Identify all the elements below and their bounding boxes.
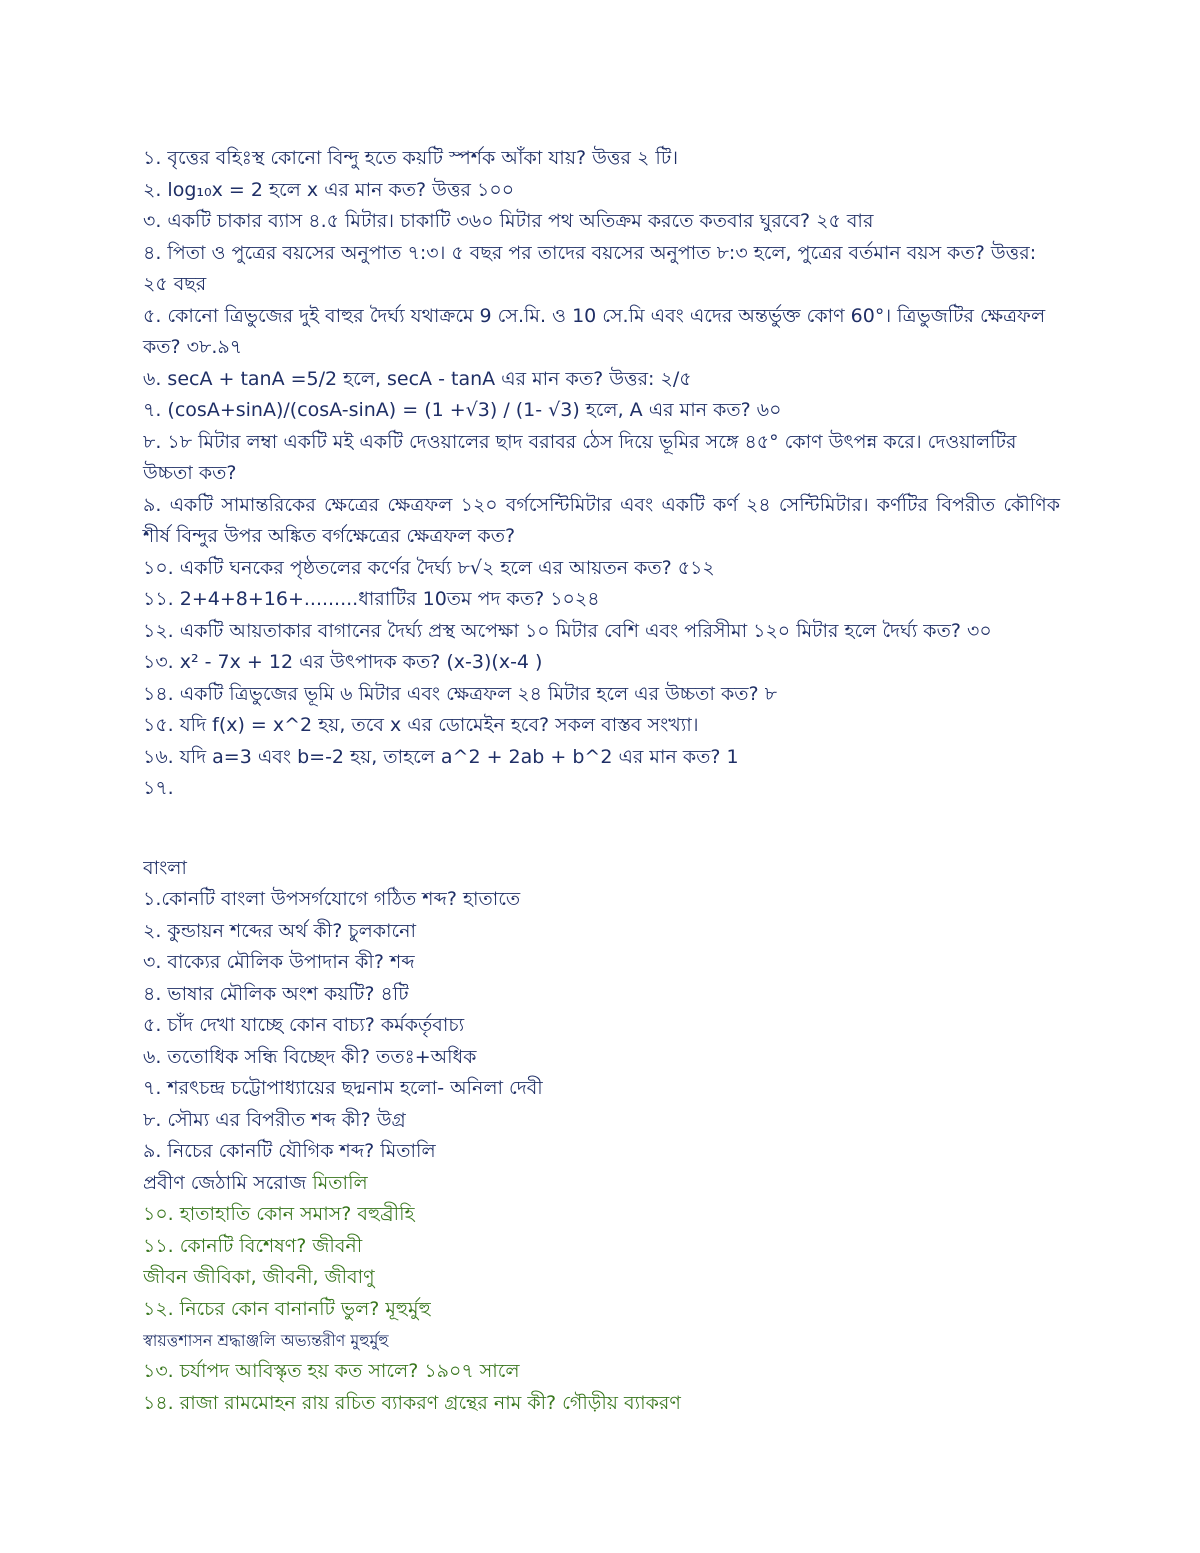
bangla-q2: ২. কুন্ডায়ন শব্দের অর্থ কী? চুলকানো	[143, 919, 417, 942]
section-heading: বাংলা	[143, 856, 187, 879]
bangla-q12: ১২. নিচের কোন বানানটি ভুল? মূহুর্মুহু	[143, 1297, 431, 1320]
bangla-q14: ১৪. রাজা রামমোহন রায় রচিত ব্যাকরণ গ্রন্থের নাম কী? গৌড়ীয় ব্যাকরণ	[143, 1391, 681, 1414]
math-q15: ১৫. যদি f(x) = x^2 হয়, তবে x এর ডোমেইন হবে? সকল বাস্তব সংখ্যা।	[143, 714, 699, 736]
math-q12: ১২. একটি আয়তাকার বাগানের দৈর্ঘ্য প্রস্থ অপেক্ষা ১০ মিটার বেশি এবং পরিসীমা ১২০ মিটার হলে দৈর্ঘ্য কত? ৩০	[143, 619, 992, 642]
bangla-q13: ১৩. চর্যাপদ আবিস্কৃত হয় কত সালে? ১৯০৭ সালে	[143, 1360, 520, 1382]
math-q11: ১১. 2+4+8+16+.........ধারাটির 10তম পদ কত? ১০২৪	[143, 588, 600, 610]
math-q13: ১৩. x² - 7x + 12 এর উৎপাদক কত? (x-3)(x-4 )	[143, 651, 543, 673]
math-q2: ২. log₁₀x = 2 হলে x এর মান কত? উত্তর ১০০	[143, 178, 515, 201]
bangla-q1: ১.কোনটি বাংলা উপসর্গযোগে গঠিত শব্দ? হাতাতে	[143, 888, 521, 910]
bangla-q3: ৩. বাক্যের মৌলিক উপাদান কী? শব্দ	[143, 951, 415, 973]
bangla-q5: ৫. চাঁদ দেখা যাচ্ছে কোন বাচ্য? কর্মকর্তৃবাচ্য	[143, 1014, 465, 1036]
options-text: প্রবীণ জেঠামি সরোজ	[143, 1171, 307, 1194]
math-q7: ৭. (cosA+sinA)/(cosA-sinA) = (1 +√3) / (1- √3) হলে, A এর মান কত? ৬০	[143, 399, 782, 421]
section-spacer	[143, 805, 1060, 853]
math-q3: ৩. একটি চাকার ব্যাস ৪.৫ মিটার। চাকাটি ৩৬০ মিটার পথ অতিক্রম করতে কতবার ঘুরবে? ২৫ বার	[143, 210, 874, 232]
math-q10: ১০. একটি ঘনকের পৃষ্ঠতলের কর্ণের দৈর্ঘ্য ৮√২ হলে এর আয়তন কত? ৫১২	[143, 556, 715, 579]
math-q6: ৬. secA + tanA =5/2 হলে, secA - tanA এর মান কত? উত্তর: ২/৫	[143, 367, 692, 390]
math-q1: ১. বৃত্তের বহিঃস্থ কোনো বিন্দু হতে কয়টি স্পর্শক আঁকা যায়? উত্তর ২ টি।	[143, 147, 678, 169]
bangla-q11-options: জীবন জীবিকা, জীবনী, জীবাণু	[143, 1266, 375, 1288]
bangla-q9-options	[143, 1168, 1060, 1200]
bangla-q8: ৮. সৌম্য এর বিপরীত শব্দ কী? উগ্র	[143, 1108, 406, 1131]
bangla-q9: ৯. নিচের কোনটি যৌগিক শব্দ? মিতালি	[143, 1140, 436, 1162]
math-q14: ১৪. একটি ত্রিভুজের ভূমি ৬ মিটার এবং ক্ষেত্রফল ২৪ মিটার হলে এর উচ্চতা কত? ৮	[143, 682, 777, 705]
math-q16: ১৬. যদি a=3 এবং b=-2 হয়, তাহলে a^2 + 2ab + b^2 এর মান কত? 1	[143, 745, 739, 768]
bangla-q7: ৭. শরৎচন্দ্র চট্টোপাধ্যায়ের ছদ্মনাম হলো- অনিলা দেবী	[143, 1077, 543, 1099]
bangla-q4: ৪. ভাষার মৌলিক অংশ কয়টি? ৪টি	[143, 982, 409, 1005]
math-q4: ৪. পিতা ও পুত্রের বয়সের অনুপাত ৭:৩। ৫ বছর পর তাদের বয়সের অনুপাত ৮:৩ হলে, পুত্রের বর্তমান বয়স কত? উত্তর: ২৫ বছর	[143, 241, 1037, 295]
math-section	[143, 143, 1060, 805]
bangla-q12-options: স্বায়ত্তশাসন শ্রদ্ধাঞ্জলি অভ্যন্তরীণ মুহুর্মুহু	[143, 1331, 389, 1350]
bangla-section	[143, 853, 1060, 1420]
math-q5: ৫. কোনো ত্রিভুজের দুই বাহুর দৈর্ঘ্য যথাক্রমে 9 সে.মি. ও 10 সে.মি এবং এদের অন্তর্ভুক্ত কোণ 60°। ত্রিভুজটির ক্ষেত্রফল কত? ৩৮.৯৭	[143, 304, 1046, 358]
bangla-q11: ১১. কোনটি বিশেষণ? জীবনী	[143, 1234, 363, 1257]
bangla-q10: ১০. হাতাহাতি কোন সমাস? বহুব্রীহি	[143, 1203, 415, 1225]
options-answer: মিতালি	[312, 1171, 368, 1194]
math-q17: ১৭.	[143, 777, 174, 799]
bangla-q6: ৬. ততোধিক সন্ধি বিচ্ছেদ কী? ততঃ+অধিক	[143, 1045, 477, 1068]
math-q9: ৯. একটি সামান্তরিকের ক্ষেত্রের ক্ষেত্রফল ১২০ বর্গসেন্টিমিটার এবং একটি কর্ণ ২৪ সেন্টিমিটার। কর্ণটির বিপরীত কৌণিক শীর্ষ বিন্দুর উপর অঙ্কিত বর্গক্ষেত্রের ক্ষেত্রফল কত?	[143, 493, 1060, 547]
math-q8: ৮. ১৮ মিটার লম্বা একটি মই একটি দেওয়ালের ছাদ বরাবর ঠেস দিয়ে ভূমির সঙ্গে ৪৫° কোণ উৎপন্ন করে। দেওয়ালটির উচ্চতা কত?	[143, 430, 1017, 484]
